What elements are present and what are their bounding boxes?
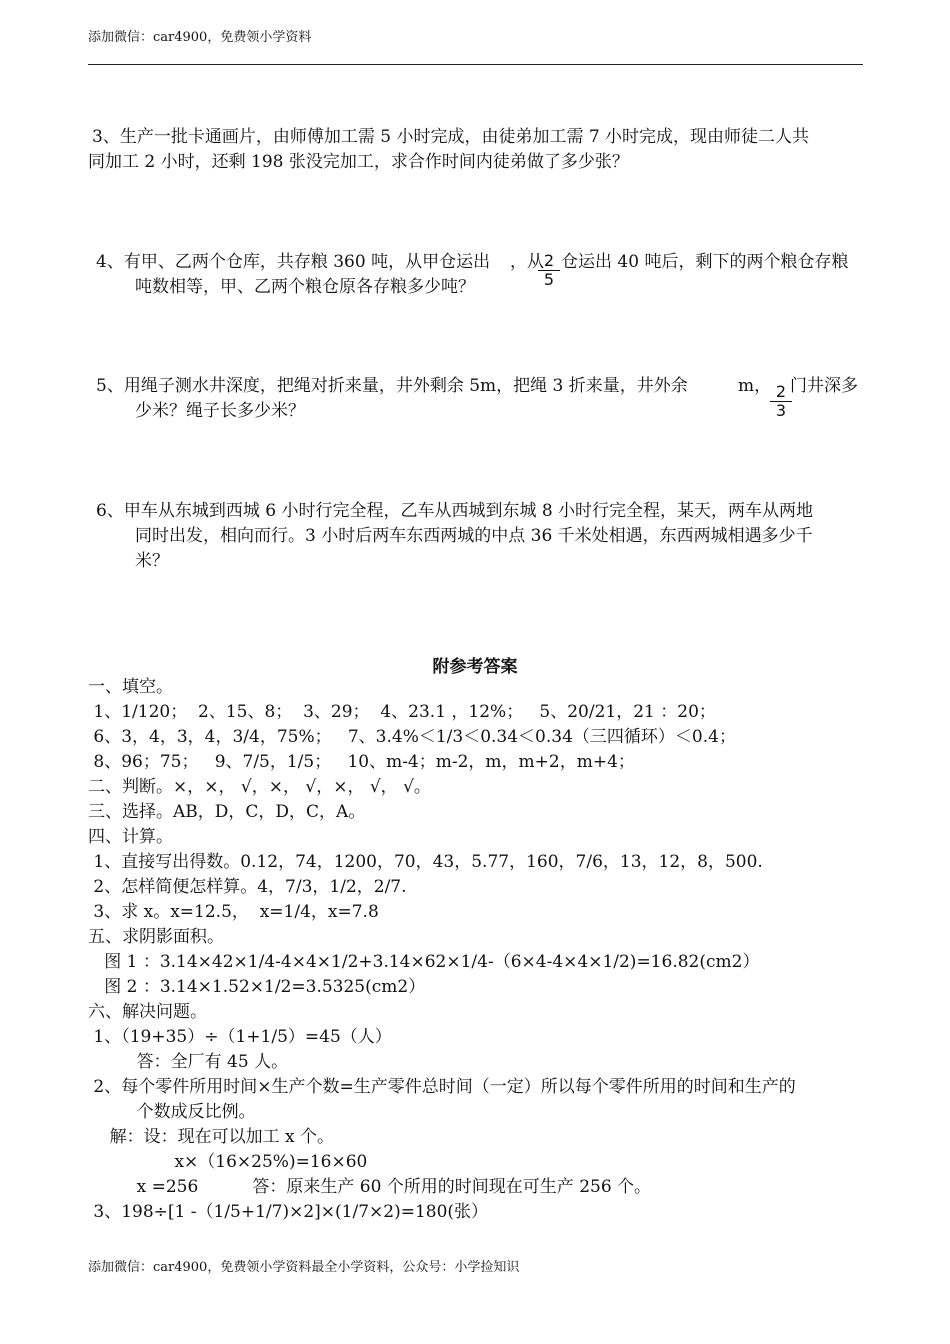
- problem-5-line-1c: 门井深多: [790, 376, 858, 396]
- problem-5-line-1a: 5、用绳子测水井深度，把绳对折来量，井外剩余 5m，把绳 3 折来量，井外余: [96, 376, 688, 396]
- answer-line: 三、选择。AB，D，C，D，C，A。: [88, 802, 366, 822]
- answer-line: 3、求 x。x=12.5， x=1/4，x=7.8: [88, 902, 379, 922]
- answer-line: 8、96；75； 9、7/5，1/5； 10、m-4；m-2，m，m+2，m+4；: [88, 752, 635, 772]
- problem-6-line-2: 同时出发，相向而行。3 小时后两车东西两城的中点 36 千米处相遇，东西两城相遇多少千: [135, 526, 813, 546]
- fraction-denominator: 5: [543, 270, 555, 289]
- fraction-denominator: 3: [775, 401, 787, 420]
- problem-4-line-1c: 仓运出 40 吨后，剩下的两个粮仓存粮: [561, 252, 849, 272]
- problem-6-line-3: 米？: [135, 551, 169, 571]
- answer-line: 答：全厂有 45 人。: [88, 1052, 289, 1072]
- answer-line: 2、怎样简便怎样算。4，7/3，1/2，2/7.: [88, 877, 407, 897]
- fraction-two-fifths: [538, 252, 560, 289]
- problem-4-line-1a: 4、有甲、乙两个仓库，共存粮 360 吨，从甲仓运出: [96, 252, 491, 272]
- answer-line: x×（16×25%)=16×60: [88, 1152, 368, 1172]
- page-footer: 添加微信：car4900，免费领小学资料最全小学资料，公众号：小学捡知识: [88, 1260, 520, 1275]
- header-divider: [88, 64, 863, 65]
- problem-5-line-1b: m，: [738, 376, 772, 396]
- problem-4-line-1b: ，从: [510, 252, 544, 272]
- answer-line: 六、解决问题。: [88, 1002, 207, 1022]
- answer-line: 图 2 ：3.14×1.52×1/2=3.5325(cm2）: [88, 977, 426, 997]
- page-header: 添加微信：car4900，免费领小学资料: [88, 30, 312, 45]
- problem-3-line-1: 3、生产一批卡通画片，由师傅加工需 5 小时完成，由徒弟加工需 7 小时完成，现由师徒二人共: [92, 127, 810, 147]
- answer-line: 1、1/120； 2、15、8； 3、29； 4、23.1 ，12%； 5、20/21，21 ：20；: [88, 702, 716, 722]
- answer-line: 1、直接写出得数。0.12，74，1200，70，43，5.77，160，7/6，13，12，8，500.: [88, 852, 763, 872]
- fraction-numerator: 2: [770, 383, 792, 402]
- answer-line: 6、3，4，3，4，3/4，75%； 7、3.4%＜1/3＜0.34＜0.34（三四循环）＜0.4；: [88, 727, 736, 747]
- answer-line: 解：设：现在可以加工 x 个。: [88, 1127, 335, 1147]
- answer-line: 3、198÷[1 -（1/5+1/7)×2]×(1/7×2)=180(张）: [88, 1202, 489, 1222]
- answer-line: 一、填空。: [88, 677, 173, 697]
- answers-title: 附参考答案: [432, 657, 518, 677]
- answer-line: 图 1 ：3.14×42×1/4-4×4×1/2+3.14×62×1/4-（6×4-4×4×1/2)=16.82(cm2）: [88, 952, 760, 972]
- answer-line: x =256 答：原来生产 60 个所用的时间现在可生产 256 个。: [88, 1177, 652, 1197]
- answer-line: 1、（19+35）÷（1+1/5）=45（人）: [88, 1027, 392, 1047]
- answer-line: 2、每个零件所用时间×生产个数=生产零件总时间（一定）所以每个零件所用的时间和生产的: [88, 1077, 796, 1097]
- problem-5-line-2: 少米？绳子长多少米？: [135, 401, 305, 421]
- answer-line: 五、求阴影面积。: [88, 927, 224, 947]
- problem-4-line-2: 吨数相等，甲、乙两个粮仓原各存粮多少吨？: [135, 277, 475, 297]
- answer-line: 个数成反比例。: [88, 1102, 256, 1122]
- answer-line: 二、判断。×，×， √，×， √，×， √， √。: [88, 777, 431, 797]
- answer-line: 四、计算。: [88, 827, 173, 847]
- problem-3-line-2: 同加工 2 小时，还剩 198 张没完加工，求合作时间内徒弟做了多少张？: [88, 152, 629, 172]
- problem-6-line-1: 6、甲车从东城到西城 6 小时行完全程，乙车从西城到东城 8 小时行完全程，某天，两车从两地: [96, 501, 814, 521]
- fraction-numerator: 2: [538, 252, 560, 271]
- fraction-two-thirds: [770, 383, 792, 420]
